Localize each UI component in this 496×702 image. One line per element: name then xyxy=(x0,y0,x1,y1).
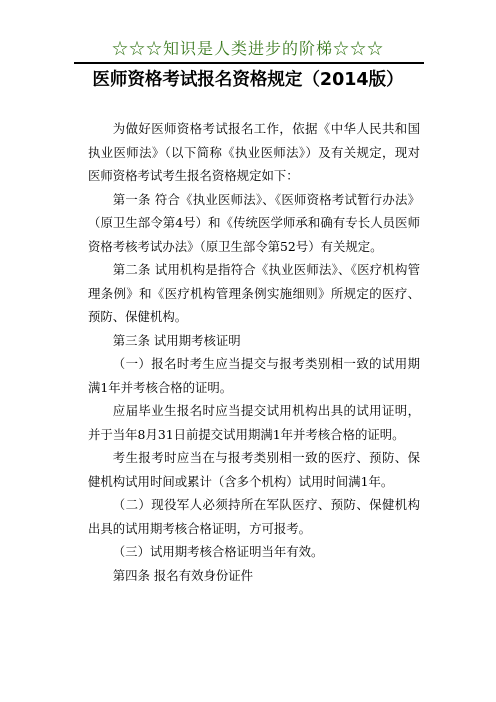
document-body xyxy=(88,117,420,587)
article-3-heading: 第三条 试用期考核证明 xyxy=(112,332,241,348)
document-title: 医师资格考试报名资格规定（2014版） xyxy=(92,70,404,90)
article-2-paragraph: 第二条 试用机构是指符合《执业医师法》、《医疗机构管理条例》和《医疗机构管理条例实施细则》所规定的医疗、预防、保健机构。 xyxy=(88,262,420,324)
article-3-trial-period-paragraph: 考生报考时应当在与报考类别相一致的医疗、预防、保健机构试用时间或累计（含多个机构）试用时间满1年。 xyxy=(88,450,420,489)
article-3-clause-1: （一）报名时考生应当提交与报考类别相一致的试用期满1年并考核合格的证明。 xyxy=(88,356,420,395)
header-divider xyxy=(74,62,424,64)
article-3-clause-3: （三）试用期考核合格证明当年有效。 xyxy=(112,544,324,559)
header-banner: ☆☆☆知识是人类进步的阶梯☆☆☆ xyxy=(111,39,384,58)
article-4-heading: 第四条 报名有效身份证件 xyxy=(112,567,254,583)
article-1-paragraph: 第一条 符合《执业医师法》、《医师资格考试暂行办法》（原卫生部令第4号）和《传统医学师承和确有专长人员医师资格考核考试办法》（原卫生部令第52号）有关规定。 xyxy=(88,191,420,254)
intro-paragraph: 为做好医师资格考试报名工作，依据《中华人民共和国执业医师法》（以下简称《执业医师法》）及有关规定，现对医师资格考试考生报名资格规定如下： xyxy=(88,121,420,183)
article-3-clause-2: （二）现役军人必须持所在军队医疗、预防、保健机构出具的试用期考核合格证明，方可报考。 xyxy=(88,497,420,536)
article-3-graduates-paragraph: 应届毕业生报名时应当提交试用机构出具的试用证明，并于当年8月31日前提交试用期满1年并考核合格的证明。 xyxy=(88,403,420,442)
